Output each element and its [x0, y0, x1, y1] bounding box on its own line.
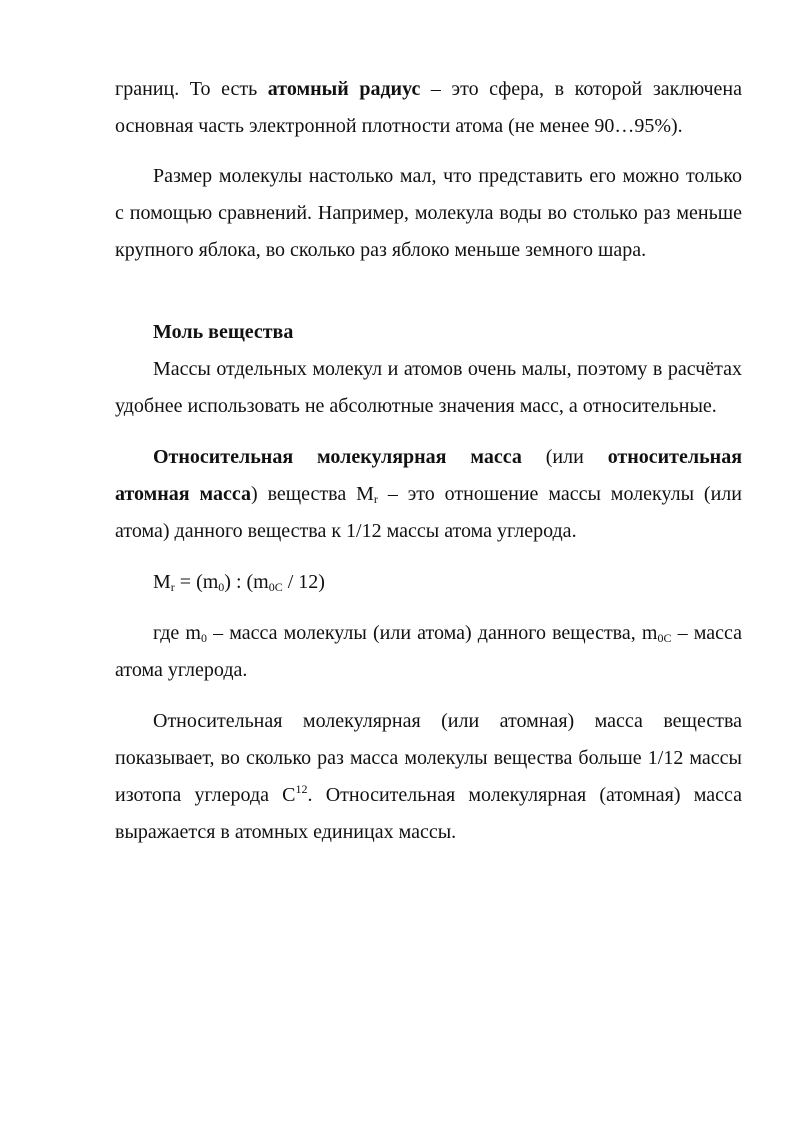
- subscript: 0: [218, 580, 225, 594]
- subscript: r: [373, 492, 378, 506]
- term-relative-molecular-mass: Относительная молекулярная масса: [153, 446, 522, 468]
- text-run: / 12): [282, 571, 325, 593]
- text-run: (или: [521, 446, 608, 468]
- text-run: Относительная молекулярная (или атомная) масса вещества показывает, во сколько раз масса молекулы вещества больше 1/12 массы изотопа углерода C: [115, 710, 742, 806]
- subscript: 0C: [268, 580, 283, 594]
- heading-text: Моль вещества: [153, 321, 294, 343]
- paragraph-molecule-size: Размер молекулы настолько мал, что представить его можно только с помощью сравнений. Например, молекула воды во столько раз меньше крупного яблока, во сколько раз яблоко меньше земного шара.: [115, 165, 742, 261]
- text-run: – масса атома углерода.: [115, 622, 742, 681]
- term-relative-atomic-mass: относительная атомная масса: [115, 446, 743, 505]
- subscript: r: [170, 580, 175, 594]
- text-run: где m: [153, 622, 201, 644]
- text-run: – это отношение массы молекулы (или атома) данного вещества к 1/12 массы атома углерода.: [115, 483, 742, 542]
- formula: [115, 564, 742, 601]
- text-run: ) вещества M: [251, 483, 374, 505]
- text-run: . Относительная молекулярная (атомная) масса выражается в атомных единицах массы.: [115, 784, 743, 843]
- paragraph-masses: Массы отдельных молекул и атомов очень малы, поэтому в расчётах удобнее использовать не абсолютные значения масс, а относительные.: [115, 358, 742, 417]
- paragraph-atomic-radius: [115, 71, 742, 145]
- subscript: 0C: [657, 631, 672, 645]
- paragraph-relative-mass-meaning: [115, 703, 742, 851]
- text-run: – масса молекулы (или атома) данного вещества, m: [206, 622, 658, 644]
- text-run: – это сфера, в которой заключена основная часть электронной плотности атома (не менее 90…95%).: [115, 78, 742, 137]
- text-run: границ. То есть: [115, 78, 268, 100]
- text-run: M: [153, 571, 171, 593]
- text-run: ) : (m: [224, 571, 269, 593]
- superscript: 12: [295, 782, 308, 796]
- section-heading: [115, 314, 742, 351]
- subscript: 0: [200, 631, 207, 645]
- text-run: = (m: [174, 571, 219, 593]
- paragraph-relative-mass-definition: [115, 439, 742, 550]
- term-atomic-radius: атомный радиус: [267, 78, 421, 100]
- paragraph-formula-legend: [115, 615, 742, 689]
